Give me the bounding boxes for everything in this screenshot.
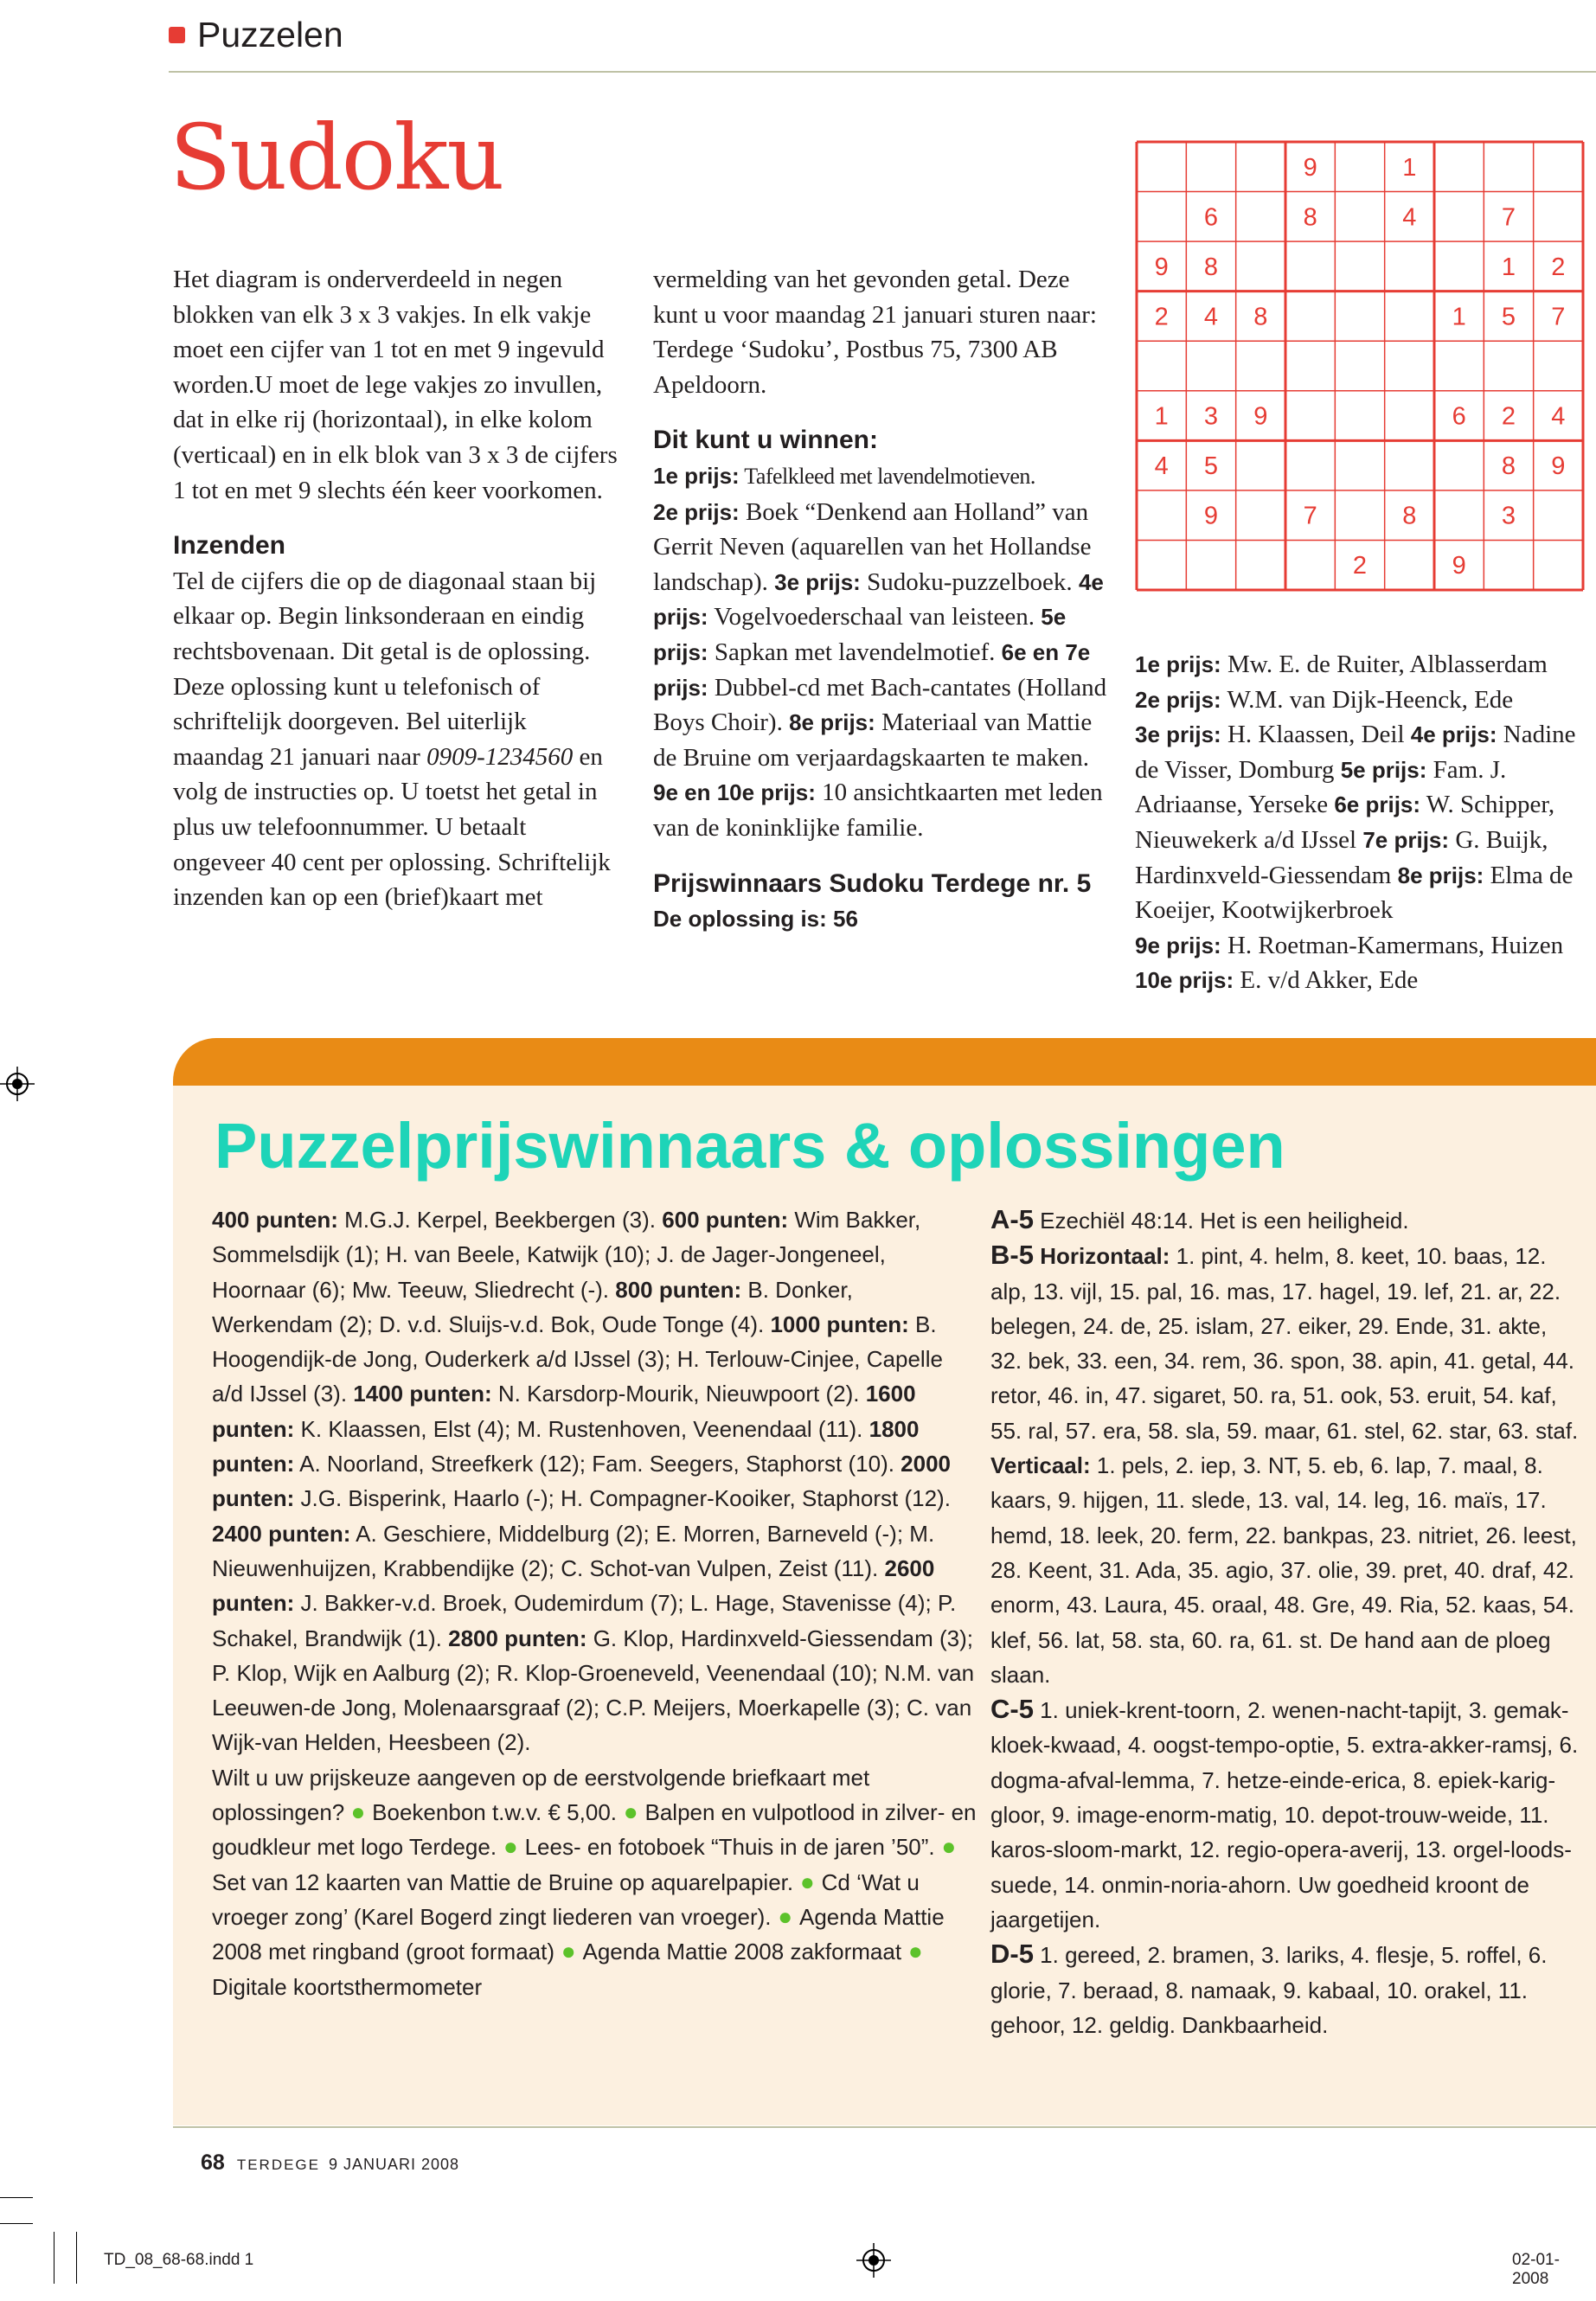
win-heading: Dit kunt u winnen: [653,426,878,455]
page-number: 68 [201,2150,225,2175]
crop-mark [0,2197,33,2198]
sudoku-cell: 6 [1203,203,1219,232]
bullet-icon: ● [554,1938,583,1965]
sudoku-cell: 6 [1452,402,1466,431]
panel-title: Puzzelprijswinnaars & oplossingen [215,1110,1285,1182]
registration-mark-icon [856,2243,891,2278]
bullet-icon: ● [934,1833,957,1861]
sudoku-cell: 1 [1501,253,1516,281]
solution-c5-label: C-5 [990,1694,1034,1725]
puzzle-winners-panel [173,1038,1596,2125]
file-slug: TD_08_68-68.indd 1 [104,2251,254,2269]
bullet-icon: ● [497,1833,525,1861]
points-winners-text: J. Bakker-v.d. Broek, Oudemirdum (7); L. Hage, Stavenisse (4); P. Schakel, Brandwijk (1). [212,1590,957,1651]
sudoku-cell: 8 [1203,253,1219,281]
submit-heading: Inzenden [173,531,286,561]
bullet-icon: ● [350,1798,373,1826]
points-label: 1800 punten: [212,1415,920,1477]
sudoku-cell: 2 [1352,552,1368,580]
choice-intro: Wilt u uw prijskeuze aangeven op de eerstvolgende briefkaart met oplossingen? [212,1764,870,1826]
prizes-list: 1e prijs: Tafelkleed met lavendelmotieven. 2e prijs: Boek “Denkend aan Holland” van Gerrit Neven (aquarellen van het Hollandse landschap). 3e prijs: Sudoku-puzzelboek. 4e prijs: Vogelvoederschaal van leisteen. 5e prijs: Sapkan met lavendelmotief. 6e en 7e prijs: Dubbel-cd met Bach-cantates (Holland Boys Choir). 8e prijs: Materiaal van Mattie de Bruine om verjaardagskaarten te maken. 9e en 10e prijs: 10 ansichtkaarten met leden van de koninklijke familie. [653,462,1107,842]
points-winners-text: B. Hoogendijk-de Jong, Ouderkerk a/d IJssel (3); H. Terlouw-Cinjee, Capelle a/d IJssel (3). [212,1311,943,1407]
section-label: Puzzelen [197,14,343,54]
sudoku-cell: 7 [1551,303,1566,331]
points-winners-text: G. Klop, Hardinxveld-Giessendam (3); P. Klop, Wijk en Aalburg (2); R. Klop-Groeneveld, Veenendaal (10); N.M. van Leeuwen-de Jong, Molenaarsgraaf (2); C.P. Meijers, Moerkapelle (3); C. van Wijk-van Helden, Heesbeen (2). [212,1625,975,1756]
points-label: 1000 punten: [770,1311,909,1337]
points-winners-text: J.G. Bisperink, Haarlo (-); H. Compagner-Kooiker, Staphorst (12). [294,1485,951,1512]
sudoku-cell: 5 [1203,452,1219,481]
prize-choice: Boekenbon t.w.v. € 5,00. [372,1799,617,1826]
sudoku-cell: 9 [1154,253,1169,281]
points-winners-text: A. Noorland, Streefkerk (12); Fam. Seegers, Staphorst (10). [294,1451,901,1477]
page-footer [201,2150,459,2176]
points-winners [212,1202,977,2004]
page-title: Sudoku [170,105,503,210]
prize-choice: Cd ‘Wat u vroeger zong’ (Karel Bogerd zingt liederen van vroeger). [212,1868,920,1930]
bullet-icon: ● [793,1868,822,1895]
solution-text: De oplossing is: 56 [653,906,858,933]
points-label: 1600 punten: [212,1381,916,1442]
points-winners-text: M.G.J. Kerpel, Beekbergen (3). [337,1207,663,1233]
points-label: 400 punten: [212,1207,338,1233]
panel-top-bar [173,1038,1596,1086]
section-header [169,9,343,61]
sudoku-cell: 7 [1501,203,1516,232]
sudoku-cell: 9 [1303,153,1317,182]
sudoku-grid [1135,140,1585,592]
prize-choice: Agenda Mattie 2008 met ringband (groot formaat) [212,1903,945,1965]
sudoku-cell: 9 [1203,502,1219,530]
points-winners-text: Wim Bakker, Sommelsdijk (1); H. van Beele, Katwijk (10); J. de Jager-Jongeneel, Hoornaar (6); Mw. Teeuw, Sliedrecht (-). [212,1207,921,1303]
points-label: 2600 punten: [212,1554,935,1617]
winners-heading: Prijswinnaars Sudoku Terdege nr. 5 [653,868,1092,898]
sudoku-cell: 8 [1303,203,1317,232]
points-label: 2400 punten: [212,1520,351,1547]
sudoku-cell: 8 [1253,303,1268,331]
sudoku-cell: 7 [1303,502,1317,530]
top-rule [169,71,1596,73]
sudoku-cell: 1 [1154,402,1169,431]
solutions-column: A-5 Ezechiël 48:14. Het is een heiligheid. B-5 Horizontaal: 1. pint, 4. helm, 8. keet, 10. baas, 12. alp, 13. vijl, 15. pal, 16. mas, 17. hagel, 19. lef, 21. ar, 22. belegen, 24. de, 25. islam, 27. eiker, 29. Ende, 31. akte, 32. bek, 33. een, 34. rem, 36. spon, 38. apin, 41. getal, 44. retor, 46. in, 47. sigaret, 50. ra, 51. ook, 53. eruit, 54. kaf, 55. ral, 57. era, 58. sla, 59. maar, 61. stel, 62. star, 63. staf. Verticaal: 1. pels, 2. iep, 3. NT, 5. eb, 6. lap, 7. maal, 8. kaars, 9. hijgen, 11. slede, 13. val, 14. leg, 16. maïs, 17. hemd, 18. leek, 20. ferm, 22. bankpas, 23. nitriet, 26. leest, 28. Keent, 31. Ada, 35. agio, 37. olie, 39. pret, 40. draf, 42. enorm, 43. Laura, 45. oraal, 48. Gre, 49. Ria, 52. kaas, 54. klef, 56. lat, 58. sta, 60. ra, 61. st. De hand aan de ploeg slaan. C-5 1. uniek-krent-toorn, 2. wenen-nacht-tapijt, 3. gemak-kloek-kwaad, 4. oogst-tempo-optie, 5. extra-akker-ramsj, 6. dogma-afval-lemma, 7. hetze-einde-erica, 8. epiek-karig-gloor, 9. image-enorm-matig, 10. depot-trouw-weide, 11. karos-sloom-markt, 12. regio-opera-averij, 13. orgel-loods-suede, 14. onmin-noria-ahorn. Uw goedheid kroont de jaargetijen. D-5 1. gereed, 2. bramen, 3. lariks, 4. flesje, 5. roffel, 6. glorie, 7. beraad, 8. namaak, 9. kabaal, 10. orakel, 11. gehoor, 12. geldig. Dankbaarheid. [990,1204,1579,2038]
solution-d5-label: D-5 [990,1939,1034,1970]
sudoku-cell: 5 [1501,303,1516,331]
prize-choice: Set van 12 kaarten van Mattie de Bruine op aquarelpapier. [212,1868,794,1895]
sudoku-cell: 8 [1402,502,1417,530]
prizes-column [653,262,1112,937]
instructions-column [173,262,623,915]
sudoku-cell: 1 [1402,153,1417,182]
sudoku-cell: 4 [1402,203,1417,232]
points-winners-text: K. Klaassen, Elst (4); M. Rustenhoven, Veenendaal (11). [294,1415,869,1442]
points-winners-text: N. Karsdorp-Mourik, Nieuwpoort (2). [491,1381,866,1407]
prize-choice: Digitale koortsthermometer [212,1973,483,2000]
sudoku-cell: 1 [1452,303,1466,331]
solution-a5-label: A-5 [990,1204,1034,1234]
sudoku-cell: 2 [1154,303,1169,331]
bullet-icon: ● [617,1798,645,1826]
sudoku-cell: 4 [1203,303,1219,331]
winners-column: 1e prijs: Mw. E. de Ruiter, Alblasserdam 2e prijs: W.M. van Dijk-Heenck, Ede 3e prijs: H. Klaassen, Deil 4e prijs: Nadine de Visser, Domburg 5e prijs: Fam. J. Adriaanse, Yerseke 6e prijs: W. Schipper, Nieuwekerk a/d IJssel 7e prijs: G. Buijk, Hardinxveld-Giessendam 8e prijs: Elma de Koeijer, Kootwijkerbroek 9e prijs: H. Roetman-Kamermans, Huizen 10e prijs: E. v/d Akker, Ede [1135,651,1576,995]
solution-b5-label: B-5 [990,1240,1034,1271]
sudoku-cell: 4 [1551,402,1566,431]
points-label: 2000 punten: [212,1451,952,1512]
sudoku-cell: 2 [1551,253,1566,281]
submit-text: Tel de cijfers die op de diagonaal staan bij elkaar op. Begin linksonderaan en eindig rechtsbovenaan. Dit getal is de oplossing. Deze oplossing kunt u telefonisch of schriftelijk doorgeven. Bel uiterlijk maandag 21 januari naar 0909-1234560 en volg de instructies op. U toetst het getal in plus uw telefoonnummer. U betaalt ongeveer 40 cent per oplossing. Schriftelijk inzenden kan op een (brief)kaart met [173,567,611,912]
prize-choice: Lees- en fotoboek “Thuis in de jaren ’50”. [524,1834,935,1861]
sudoku-cell: 3 [1203,402,1219,431]
points-label: 800 punten: [615,1276,742,1303]
sudoku-cell: 4 [1154,452,1169,481]
sudoku-cell: 9 [1253,402,1268,431]
sudoku-cell: 9 [1551,452,1566,481]
file-date: 02-01-2008 [1512,2251,1560,2288]
issue-date: 9 JANUARI 2008 [329,2156,460,2173]
sudoku-cell: 3 [1501,502,1516,530]
points-winners-text: A. Geschiere, Middelburg (2); E. Morren, Barneveld (-); M. Nieuwenhuijzen, Krabbendijke (2); C. Schot-van Vulpen, Zeist (11). [212,1520,935,1581]
bullet-icon: ● [771,1902,799,1930]
sudoku-cell: 2 [1501,402,1516,431]
bottom-rule [173,2126,1596,2128]
points-label: 600 punten: [662,1207,789,1233]
section-marker-icon [169,27,185,43]
crop-mark [76,2232,77,2284]
bullet-icon: ● [901,1938,923,1965]
magazine-name: TERDEGE [236,2157,320,2173]
continuation-text: vermelding van het gevonden getal. Deze kunt u voor maandag 21 januari sturen naar: Terdege ‘Sudoku’, Postbus 75, 7300 AB Apeldoorn. [653,266,1097,399]
sudoku-cell: 9 [1452,552,1466,580]
points-winners-text: B. Donker, Werkendam (2); D. v.d. Sluijs-v.d. Bok, Oude Tonge (4). [212,1276,853,1337]
phone-number: 0909-1234560 [426,742,574,771]
crop-mark [0,2223,33,2224]
sudoku-cell: 8 [1501,452,1516,481]
prize-choice: Balpen en vulpotlood in zilver- en goudkleur met logo Terdege. [212,1799,977,1861]
intro-text: Het diagram is onderverdeeld in negen blokken van elk 3 x 3 vakjes. In elk vakje moet een cijfer van 1 tot en met 9 ingevuld worden.U moet de lege vakjes zo invullen, dat in elke rij (horizontaal), in elke kolom (verticaal) en in elk blok van 3 x 3 de cijfers 1 tot en met 9 slechts één keer voorkomen. [173,266,618,504]
registration-mark-icon [0,1067,35,1101]
points-label: 2800 punten: [448,1625,587,1651]
prize-choice: Agenda Mattie 2008 zakformaat [582,1939,902,1965]
points-label: 1400 punten: [353,1381,492,1407]
